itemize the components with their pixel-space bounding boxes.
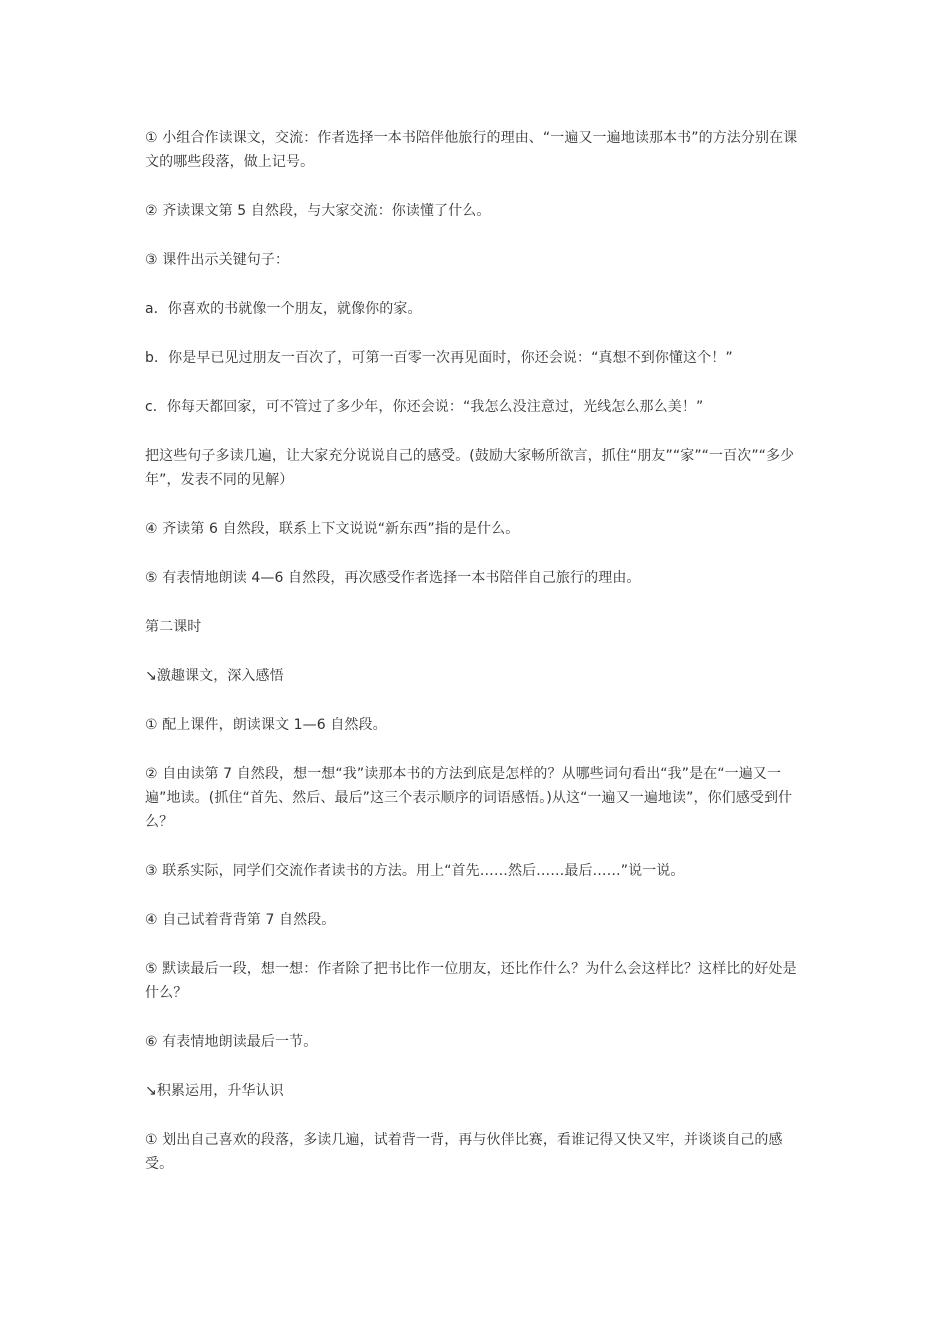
paragraph-15: ④ 自己试着背背第 7 自然段。 (145, 912, 336, 928)
paragraph-16: ⑤ 默读最后一段，想一想：作者除了把书比作一位朋友，还比作什么？为什么会这样比？这样比的好处是什么？ (145, 961, 797, 1001)
paragraph-13: ② 自由读第 7 自然段，想一想“我”读那本书的方法到底是怎样的？从哪些词句看出“我”是在“一遍又一遍”地读。(抓住“首先、然后、最后”这三个表示顺序的词语感悟。)从这“一遍又一遍地读”，你们感受到什么？ (145, 766, 793, 830)
document-body (145, 126, 810, 1201)
paragraph-9: ⑤ 有表情地朗读 4—6 自然段，再次感受作者选择一本书陪伴自己旅行的理由。 (145, 570, 641, 586)
paragraph-2: ② 齐读课文第 5 自然段，与大家交流：你读懂了什么。 (145, 203, 491, 219)
paragraph-3: ③ 课件出示关键句子： (145, 252, 290, 268)
section-heading-second-lesson: 第二课时 (145, 619, 202, 635)
paragraph-17: ⑥ 有表情地朗读最后一节。 (145, 1034, 318, 1050)
paragraph-12: ① 配上课件，朗读课文 1—6 自然段。 (145, 717, 387, 733)
paragraph-7: 把这些句子多读几遍，让大家充分说说自己的感受。(鼓励大家畅所欲言，抓住“朋友”“家”“一百次”“多少年”，发表不同的见解） (145, 448, 795, 488)
subheading-accumulate-apply: ↘积累运用，升华认识 (145, 1083, 284, 1099)
paragraph-1: ① 小组合作读课文，交流：作者选择一本书陪伴他旅行的理由、“一遍又一遍地读那本书”的方法分别在课文的哪些段落，做上记号。 (145, 130, 798, 170)
paragraph-14: ③ 联系实际，同学们交流作者读书的方法。用上“首先……然后……最后……”说一说。 (145, 863, 685, 879)
paragraph-5: b．你是早已见过朋友一百次了，可第一百零一次再见面时，你还会说：“真想不到你懂这个！” (145, 350, 733, 366)
paragraph-4: a．你喜欢的书就像一个朋友，就像你的家。 (145, 301, 422, 317)
paragraph-19: ① 划出自己喜欢的段落，多读几遍，试着背一背，再与伙伴比赛，看谁记得又快又牢，并谈谈自己的感受。 (145, 1132, 783, 1172)
subheading-inspire-reading: ↘激趣课文，深入感悟 (145, 668, 284, 684)
paragraph-8: ④ 齐读第 6 自然段，联系上下文说说“新东西”指的是什么。 (145, 521, 520, 537)
paragraph-6: c．你每天都回家，可不管过了多少年，你还会说：“我怎么没注意过，光线怎么那么美！” (145, 399, 704, 415)
